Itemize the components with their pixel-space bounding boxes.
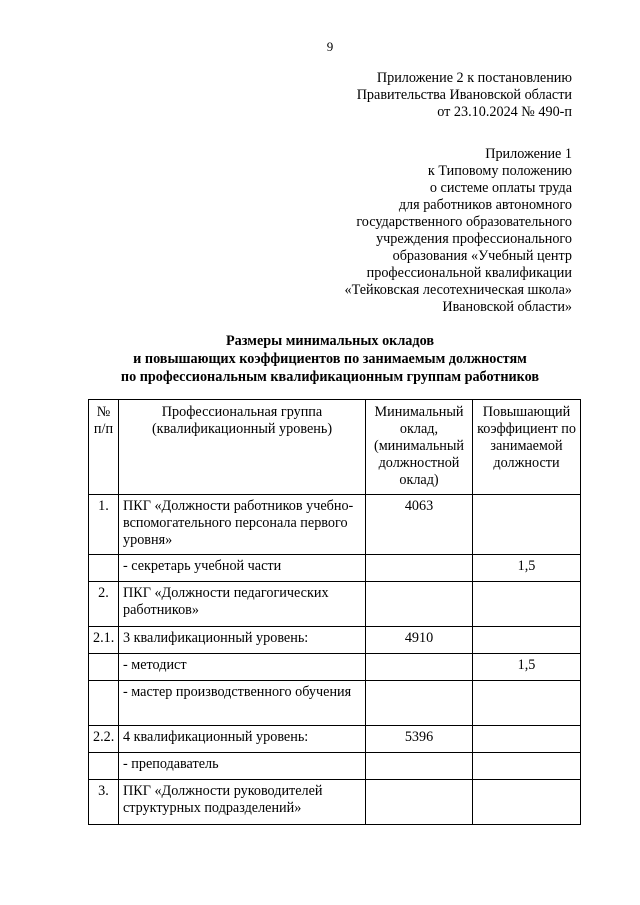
annex-subheader-line: Приложение 1	[485, 146, 572, 162]
annex-subheader	[345, 146, 572, 316]
row-salary	[366, 582, 473, 627]
annex-header-line: Приложение 2 к постановлению	[376, 70, 572, 86]
row-number: 3.	[89, 780, 119, 825]
row-group: - методист	[119, 654, 366, 681]
annex-subheader-line: Ивановской области»	[442, 299, 572, 315]
title-line: и повышающих коэффициентов по занимаемым должностям	[133, 351, 527, 367]
row-number: 2.1.	[89, 627, 119, 654]
table-row	[89, 780, 581, 825]
row-number: 1.	[89, 495, 119, 555]
table-row	[89, 726, 581, 753]
salary-table	[88, 399, 581, 825]
row-salary	[366, 753, 473, 780]
annex-subheader-line: для работников автономного	[398, 197, 572, 213]
header-group: Профессиональная группа (квалификационный уровень)	[119, 400, 366, 495]
table-header-row	[89, 400, 581, 495]
header-number: № п/п	[89, 400, 119, 495]
title-line: Размеры минимальных окладов	[226, 333, 434, 349]
row-coefficient	[473, 627, 581, 654]
row-salary	[366, 555, 473, 582]
row-number: 2.	[89, 582, 119, 627]
annex-header-line: от 23.10.2024 № 490-п	[437, 104, 572, 120]
table-row	[89, 582, 581, 627]
row-group: ПКГ «Должности педагогических работников»	[119, 582, 366, 627]
table-row	[89, 753, 581, 780]
annex-header-line: Правительства Ивановской области	[356, 87, 572, 103]
row-coefficient	[473, 753, 581, 780]
row-salary: 4063	[366, 495, 473, 555]
annex-subheader-line: о системе оплаты труда	[429, 180, 572, 196]
row-salary	[366, 681, 473, 726]
row-coefficient	[473, 582, 581, 627]
row-group: ПКГ «Должности работников учебно-вспомогательного персонала первого уровня»	[119, 495, 366, 555]
row-number	[89, 753, 119, 780]
table-row	[89, 681, 581, 726]
row-group: - мастер производственного обучения	[119, 681, 366, 726]
row-coefficient	[473, 780, 581, 825]
annex-subheader-line: государственного образовательного	[356, 214, 572, 230]
row-coefficient: 1,5	[473, 555, 581, 582]
header-coefficient: Повышающий коэффициент по занимаемой должности	[473, 400, 581, 495]
table-row	[89, 627, 581, 654]
row-group: - секретарь учебной части	[119, 555, 366, 582]
annex-header	[357, 70, 572, 121]
row-salary	[366, 780, 473, 825]
annex-subheader-line: учреждения профессионального	[376, 231, 572, 247]
row-coefficient	[473, 726, 581, 753]
annex-subheader-line: профессиональной квалификации	[366, 265, 572, 281]
row-number	[89, 555, 119, 582]
row-group: 4 квалификационный уровень:	[119, 726, 366, 753]
row-coefficient: 1,5	[473, 654, 581, 681]
row-salary: 4910	[366, 627, 473, 654]
annex-subheader-line: образования «Учебный центр	[392, 248, 572, 264]
row-group: 3 квалификационный уровень:	[119, 627, 366, 654]
table-row	[89, 654, 581, 681]
row-group: ПКГ «Должности руководителей структурных подразделений»	[119, 780, 366, 825]
page-number: 9	[326, 39, 334, 54]
row-coefficient	[473, 681, 581, 726]
row-number	[89, 654, 119, 681]
row-salary	[366, 654, 473, 681]
row-group: - преподаватель	[119, 753, 366, 780]
header-salary: Минимальный оклад, (минимальный должностной оклад)	[366, 400, 473, 495]
annex-subheader-line: к Типовому положению	[427, 163, 572, 179]
row-coefficient	[473, 495, 581, 555]
row-salary: 5396	[366, 726, 473, 753]
table-row	[89, 555, 581, 582]
annex-subheader-line: «Тейковская лесотехническая школа»	[344, 282, 572, 298]
title-line: по профессиональным квалификационным группам работников	[120, 369, 540, 385]
document-title	[0, 332, 640, 386]
row-number	[89, 681, 119, 726]
row-number: 2.2.	[89, 726, 119, 753]
table-row	[89, 495, 581, 555]
